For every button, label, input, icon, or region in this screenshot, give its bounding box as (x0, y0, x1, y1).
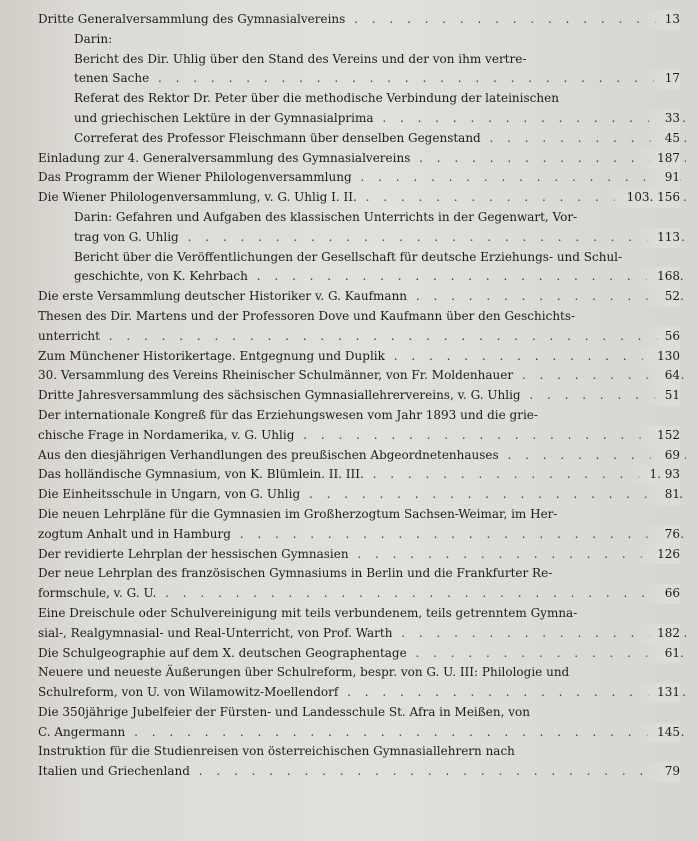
toc-entry-line (38, 525, 686, 545)
toc-entry (38, 485, 686, 505)
toc-entry-title: sial-, Realgymnasial- und Real-Unterricht, von Prof. Warth . . . (38, 624, 686, 644)
toc-entry (38, 465, 686, 485)
toc-entry-line (74, 50, 686, 70)
toc-entry-line (38, 663, 686, 683)
toc-entry (38, 50, 686, 90)
toc-page-number: 81 (643, 485, 680, 505)
toc-entry (38, 386, 686, 406)
toc-page-number: 13 (643, 10, 680, 30)
toc-entry-title: Thesen des Dir. Martens und der Professoren Dove und Kaufmann über den Geschichts- (38, 308, 576, 323)
toc-page-number: 66 (643, 584, 680, 604)
toc-page-number: 64 (643, 366, 680, 386)
toc-entry-line (38, 347, 686, 367)
toc-entry (38, 10, 686, 30)
toc-entry (38, 347, 686, 367)
toc-entry (38, 366, 686, 386)
toc-entry (38, 188, 686, 208)
toc-entry-title: Correferat des Professor Fleischmann über denselben Gegenstand . . . (74, 129, 686, 149)
toc-page-number: 152 (635, 426, 680, 446)
toc-entry-title: Dritte Generalversammlung des Gymnasialvereins . . . (38, 10, 686, 30)
toc-entry-title: unterricht . . . (38, 327, 686, 347)
toc-entry-line (74, 248, 686, 268)
toc-entry-title: tenen Sache . . . (74, 69, 686, 89)
toc-page-number: 79 (643, 762, 680, 782)
toc-entry-line (74, 228, 686, 248)
toc-entry (38, 545, 686, 565)
toc-page-number: 76 (643, 525, 680, 545)
toc-entry-line (38, 406, 686, 426)
toc-entry (38, 564, 686, 604)
toc-entry-line (38, 287, 686, 307)
toc-entry-title: Dritte Jahresversammlung des sächsischen Gymnasiallehrervereins, v. G. Uhlig . . . (38, 386, 686, 406)
toc-entry-title: chische Frage in Nordamerika, v. G. Uhlig . . . (38, 426, 686, 446)
toc-entry (38, 406, 686, 446)
toc-page-number: 56 (643, 327, 680, 347)
toc-page-number: 1. 93 (627, 465, 680, 485)
toc-entry-line (38, 485, 686, 505)
toc-entry-title: Die erste Versammlung deutscher Historiker v. G. Kaufmann . . . (38, 287, 686, 307)
toc-entry-title: Instruktion für die Studienreisen von österreichischen Gymnasiallehrern nach (38, 744, 515, 759)
toc-entry-line (38, 366, 686, 386)
toc-entry-line (38, 327, 686, 347)
toc-page-number: 131 (635, 683, 680, 703)
toc-entry-title: Der revidierte Lehrplan der hessischen Gymnasien . . . (38, 545, 686, 565)
toc-entry (38, 89, 686, 129)
toc-entry-line (38, 149, 686, 169)
toc-entry-line (74, 267, 686, 287)
toc-page-number: 17 (643, 69, 680, 89)
toc-entry-line (74, 30, 686, 50)
toc-page-number: 51 (643, 386, 680, 406)
toc-entry (38, 742, 686, 782)
toc-entry-title: Die 350jährige Jubelfeier der Fürsten- und Landesschule St. Afra in Meißen, von (38, 704, 530, 719)
toc-page-number: 103. 156 (605, 188, 680, 208)
toc-page-number: 187 (635, 149, 680, 169)
toc-entry-line (38, 545, 686, 565)
toc-entry-title: Bericht über die Veröffentlichungen der Gesellschaft für deutsche Erziehungs- und Schul- (74, 249, 623, 264)
toc-entry (38, 248, 686, 288)
toc-page-number: 182 (635, 624, 680, 644)
toc-entry (38, 644, 686, 664)
toc-entry (38, 287, 686, 307)
toc-entry-title: Bericht des Dir. Uhlig über den Stand des Vereins und der von ihm vertre- (74, 51, 527, 66)
toc-entry-title: Darin: Gefahren und Aufgaben des klassischen Unterrichts in der Gegenwart, Vor- (74, 209, 578, 224)
toc-entry-title: und griechischen Lektüre in der Gymnasialprima . . . (74, 109, 686, 129)
toc-entry-title: zogtum Anhalt und in Hamburg . . . (38, 525, 686, 545)
toc-entry-title: Schulreform, von U. von Wilamowitz-Moellendorf . . . (38, 683, 686, 703)
toc-entry-line (38, 584, 686, 604)
toc-entry (38, 129, 686, 149)
toc-entry-title: Der neue Lehrplan des französischen Gymnasiums in Berlin und die Frankfurter Re- (38, 566, 553, 581)
toc-entry-line (38, 742, 686, 762)
toc-page-number: 130 (635, 347, 680, 367)
toc-entry-title: Die Wiener Philologenversammlung, v. G. Uhlig I. II. . . . (38, 188, 686, 208)
toc-entry-title: Italien und Griechenland . . . (38, 762, 686, 782)
toc-entry-title: formschule, v. G. U. . . . (38, 584, 686, 604)
toc-entry-title: Darin: (74, 31, 113, 46)
toc-entry-line (74, 129, 686, 149)
toc-entry-line (74, 109, 686, 129)
toc-entry-line (38, 426, 686, 446)
toc-entry-line (38, 446, 686, 466)
toc-page-number: 61 (643, 644, 680, 664)
toc-entry-title: Referat des Rektor Dr. Peter über die methodische Verbindung der lateinischen (74, 91, 559, 106)
toc-entry (38, 663, 686, 703)
toc-page-number: 126 (635, 545, 680, 565)
toc-entry-title: Zum Münchener Historikertage. Entgegnung und Duplik . . . (38, 347, 686, 367)
toc-entry-title: Aus den diesjährigen Verhandlungen des preußischen Abgeordnetenhauses . . . (38, 446, 686, 466)
toc-entry-line (74, 208, 686, 228)
toc-entry-line (38, 307, 686, 327)
toc-entry-title: 30. Versammlung des Vereins Rheinischer Schulmänner, von Fr. Moldenhauer . . . (38, 366, 686, 386)
toc-entry-title: geschichte, von K. Kehrbach . . . (74, 267, 686, 287)
toc-page-number: 69 (643, 446, 680, 466)
toc-entry-line (38, 10, 686, 30)
toc-entry (38, 307, 686, 347)
toc-entry-title: Die neuen Lehrpläne für die Gymnasien im Großherzogtum Sachsen-Weimar, im Her- (38, 506, 558, 521)
toc-entry-title: Die Einheitsschule in Ungarn, von G. Uhlig . . . (38, 485, 686, 505)
toc-entry-title: Das Programm der Wiener Philologenversammlung . . . (38, 168, 686, 188)
toc-entry (38, 604, 686, 644)
toc-entry-title: Eine Dreischule oder Schulvereinigung mit teils verbundenem, teils getrenntem Gymna- (38, 605, 578, 620)
toc-entry-line (38, 505, 686, 525)
toc-page-number: 52 (643, 287, 680, 307)
toc-entry (38, 30, 686, 50)
toc-page-number: 33 (643, 109, 680, 129)
toc-entry (38, 208, 686, 248)
toc-entry-title: Die Schulgeographie auf dem X. deutschen Geographentage . . . (38, 644, 686, 664)
toc-entry-title: C. Angermann . . . (38, 723, 686, 743)
toc-entry-title: Neuere und neueste Äußerungen über Schulreform, bespr. von G. U. III: Philologie und (38, 665, 570, 680)
toc-entry-title: Das holländische Gymnasium, von K. Blümlein. II. III. . . . (38, 465, 686, 485)
toc-entry-line (74, 89, 686, 109)
toc-entry-line (38, 644, 686, 664)
toc-page-number: 91 (643, 168, 680, 188)
toc-entry-title: Der internationale Kongreß für das Erziehungswesen vom Jahr 1893 und die grie- (38, 407, 538, 422)
toc-entry-line (38, 683, 686, 703)
toc-page-number: 145 (635, 723, 680, 743)
toc-entry-title: Einladung zur 4. Generalversammlung des Gymnasialvereins . . . (38, 149, 686, 169)
toc-entry-line (38, 465, 686, 485)
toc-entry-line (38, 564, 686, 584)
toc-entry-line (74, 69, 686, 89)
toc-entry-line (38, 604, 686, 624)
toc-entry (38, 505, 686, 545)
toc-entry-line (38, 188, 686, 208)
toc-entry (38, 703, 686, 743)
toc-entry-title: trag von G. Uhlig . . . (74, 228, 686, 248)
toc-entry-line (38, 723, 686, 743)
toc-entry-line (38, 762, 686, 782)
toc-entry (38, 446, 686, 466)
toc-page-number: 168 (635, 267, 680, 287)
toc-entry (38, 149, 686, 169)
toc-page-number: 45 (643, 129, 680, 149)
toc-entry-line (38, 386, 686, 406)
toc-entry (38, 168, 686, 188)
toc-entry-line (38, 624, 686, 644)
toc-entry-line (38, 168, 686, 188)
toc-page-number: 113 (635, 228, 680, 248)
toc-entry-line (38, 703, 686, 723)
